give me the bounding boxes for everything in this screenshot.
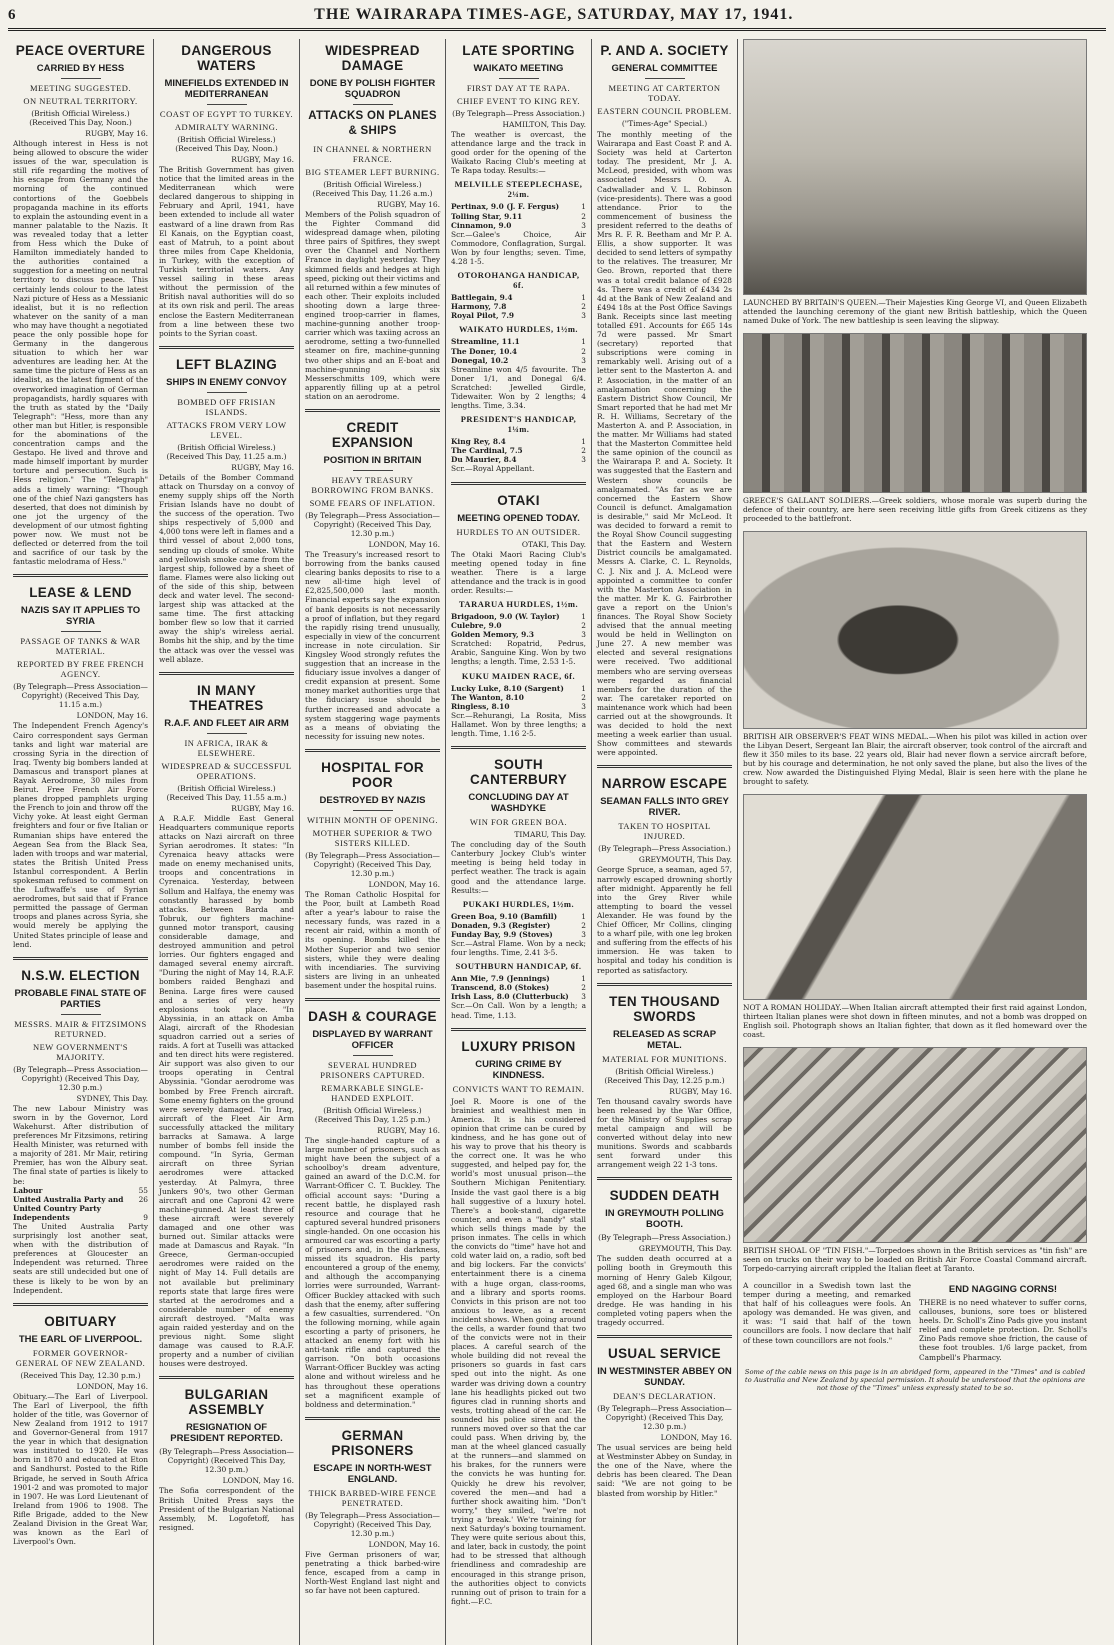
headline-obituary: OBITUARY xyxy=(44,1313,117,1329)
subhead: BOMBED OFF FRISIAN ISLANDS. xyxy=(177,396,276,417)
credit: (By Telegraph—Press Association.) xyxy=(598,844,731,854)
photo-italian-fighter xyxy=(743,794,1087,1000)
race-name: MELVILLE STEEPLECHASE, 2¼m. xyxy=(454,179,583,200)
race-result: 3 Golden Memory, 9.3 xyxy=(451,630,586,640)
credit: (By Telegraph—Press Association.) xyxy=(452,109,585,118)
article-body: The concluding day of the South Canterbury Jockey Club's winter meeting is being held today in perfect weather. The track is again good and the attendance large. Results:— xyxy=(451,840,586,895)
race-result: 2 Transcend, 8.0 (Stokes) xyxy=(451,983,586,993)
subhead: CONVICTS WANT TO REMAIN. xyxy=(452,1083,585,1094)
subhead: SOME FEARS OF INFLATION. xyxy=(309,497,436,508)
article-body: The British Government has given notice that the limited areas in the Mediterranean which were declared dangerous to shipping in February and April, 1941, have been extended to include all water eastward of a line drawn from Ras El Kanais, on the Egyptian coast, east of Matruh, to a point about three miles from Cape Kheldonia, in Turkey, with the exception of Turkish territorial waters. Any vessel sailing in these areas without the permission of the British naval authorities will do so at its own risk and peril. The areas enclose the Eastern Mediterranean from a line between these two points to the Syrian coast. xyxy=(159,165,294,338)
dateline: RUGBY, May 16. xyxy=(85,129,148,138)
subhead: ADMIRALTY WARNING. xyxy=(174,122,279,132)
headline-otaki: OTAKI xyxy=(497,492,540,508)
result-row: 9 Independents xyxy=(13,1212,148,1222)
page-number: 6 xyxy=(8,7,16,23)
column-3 xyxy=(300,39,446,1645)
advert-headline: END NAGGING CORNS! xyxy=(948,1284,1058,1295)
subhead: REPORTED BY FREE FRENCH AGENCY. xyxy=(16,659,145,680)
dateline: LONDON, May 16. xyxy=(76,1381,148,1391)
headline-sudden-death: SUDDEN DEATH xyxy=(609,1188,720,1204)
dek: CARRIED BY HESS xyxy=(36,63,125,74)
column-1 xyxy=(8,39,154,1645)
race-result: 3 Donegal, 10.2 xyxy=(451,355,586,365)
headline-lease-lend: LEASE & LEND xyxy=(29,585,132,601)
dek: PROBABLE FINAL STATE OF PARTIES xyxy=(14,987,147,1010)
dek: SHIPS IN ENEMY CONVOY xyxy=(166,376,287,388)
dateline: RUGBY, May 16. xyxy=(231,803,294,813)
race-result: 1 Green Boa, 9.10 (Bamfill) xyxy=(451,911,586,921)
dateline: RUGBY, May 16. xyxy=(377,200,440,209)
subhead: FORMER GOVERNOR-GENERAL OF NEW ZEALAND. xyxy=(15,1347,146,1368)
dateline: LONDON, May 16. xyxy=(222,1476,294,1486)
dek: MEETING OPENED TODAY. xyxy=(457,512,580,524)
article-body: The single-handed capture of a large number of prisoners, such as might have been the subject of a schoolboy's dream adventure, gained an award of the D.C.M. for Warrant-Officer C. T. Buckley. The official account says: "During a recent battle, he displayed rash resource and courage that he captured several hundred prisoners single-handed. On one occasion his armoured car was escorting a party of prisoners and, in the darkness, missed its squadron. His party encountered a group of the enemy, and although the accompanying lorries were surrounded, Warrant-Officer Buckley attacked with such dash that the enemy, after suffering a few casualties, surrendered. "On the following morning, while again escorting a party of prisoners, he attacked an enemy fort with his anti-tank rifle and captured the garrison. "On both occasions Warrant-Officer Buckley was acting alone and without wireless and he has throughout these operations set a magnificent example of boldness and determination." xyxy=(305,1135,440,1409)
dek: WAIKATO MEETING xyxy=(473,63,564,74)
dek: NAZIS SAY IT APPLIES TO SYRIA xyxy=(20,605,141,628)
race-result: 2 Donaden, 9.3 (Register) xyxy=(451,920,586,930)
subhead: HURDLES TO AN OUTSIDER. xyxy=(456,526,581,537)
dateline: GREYMOUTH, This Day. xyxy=(638,855,732,865)
dek: RELEASED AS SCRAP METAL. xyxy=(612,1028,717,1051)
credit: (British Official Wireless.) (Received This Day, 11.55 a.m.) xyxy=(166,783,287,802)
article-body: The Otaki Maori Racing Club's meeting opened today in fine weather. There is a large attendance and the track is in good order. Results:— xyxy=(451,549,586,595)
race-note: Scr.—Galee's Choice, Air Commodore, Conflagration, Surgal. Won by four lengths; seven. Time, 4.28 1-5. xyxy=(451,229,586,267)
article-body: The usual services are being held at Westminster Abbey on Sunday, in the one of the Nave, where the debris has been cleared. The Dean said: "We are not going to be blasted from worship by Hitler." xyxy=(597,1443,732,1498)
credit: (Received This Day, 12.30 p.m.) xyxy=(20,1370,141,1380)
photo-caption: BRITISH AIR OBSERVER'S FEAT WINS MEDAL.—When his pilot was killed in action over the Libyan Desert, Sergeant Ian Blair, the aircraft observer, took control of the aircraft and flew it 350 miles to its base. 22 years old, Blair had never flown a service aircraft before, but by his courage and determination, he not only saved the plane, but also the lives of the crew. Now awarded the Distinguished Flying Medal, Blair is seen here with the plane he brought to safety. xyxy=(743,732,1087,786)
dek: R.A.F. AND FLEET AIR ARM xyxy=(164,717,289,729)
dateline: LONDON, May 16. xyxy=(368,879,440,889)
dateline: LONDON, May 16. xyxy=(660,1433,732,1443)
race-name: TARARUA HURDLES, 1½m. xyxy=(458,599,579,609)
race-result: 3 Ringless, 8.10 xyxy=(451,701,586,711)
subhead: MESSRS. MAIR & FITZSIMONS RETURNED. xyxy=(14,1018,147,1039)
race-result: 1 Brigadoon, 9.0 (W. Taylor) xyxy=(451,612,586,621)
subhead: PASSAGE OF TANKS & WAR MATERIAL. xyxy=(20,636,141,657)
subhead: WIDESPREAD & SUCCESSFUL OPERATIONS. xyxy=(161,760,292,781)
credit: (By Telegraph—Press Association—Copyright) (Received This Day, 12.30 p.m.) xyxy=(159,1447,294,1475)
article-body: Obituary.—The Earl of Liverpool. The Earl of Liverpool, the fifth holder of the title, was Governor of New Zealand from 1912 to 1917 and Governor-General from 1917 the year in which that designation was instituted to 1920. He was born in 1870 and educated at Eton and Sandhurst. Posted to the Rifle Brigade, he served in South Africa 1901-2 and was promoted to major in 1907. He was Lord Lieutenant of Ireland from 1906 to 1908. The Rifle Brigade, added to the New Zealand Division in the Great War, was known as the Earl of Liverpool's Own. xyxy=(13,1391,148,1547)
dateline: TIMARU, This Day. xyxy=(514,830,586,840)
race-result: 2 Harmony, 7.8 xyxy=(451,302,586,312)
dek: DESTROYED BY NAZIS xyxy=(319,794,426,806)
photo-greek-soldiers xyxy=(743,333,1087,493)
dateline: LONDON, May 16. xyxy=(368,1539,440,1549)
credit: (By Telegraph—Press Association—Copyright) (Received This Day, 12.30 p.m.) xyxy=(13,1064,148,1092)
dek: POSITION IN BRITAIN xyxy=(323,454,422,466)
dek: THE EARL OF LIVERPOOL. xyxy=(18,1333,143,1345)
subhead: MEETING SUGGESTED. xyxy=(29,83,132,93)
credit: (British Official Wireless.) (Received This Day, Noon.) xyxy=(29,109,132,127)
race-result: 2 The Wanton, 8.10 xyxy=(451,692,586,702)
dateline: GREYMOUTH, This Day. xyxy=(638,1244,732,1254)
subhead: WIN FOR GREEN BOA. xyxy=(469,817,568,828)
subhead: TAKEN TO HOSPITAL INJURED. xyxy=(618,821,711,842)
headline-peace-overture: PEACE OVERTURE xyxy=(15,43,146,58)
subhead: EASTERN COUNCIL PROBLEM. xyxy=(597,106,732,116)
masthead xyxy=(8,6,1106,31)
subhead: THICK BARBED-WIRE FENCE PENETRATED. xyxy=(308,1487,437,1508)
race-name: SOUTHBURN HANDICAP, 6f. xyxy=(455,961,582,972)
race-note: Scr.—Rehurangi, La Rosita, Miss Hallamet. Won by three lengths; a length. Time, 1.16 2-5. xyxy=(451,710,586,739)
race-name: WAIKATO HURDLES, 1½m. xyxy=(458,324,579,335)
credit: (British Official Wireless.) (Received This Day, 1.25 p.m.) xyxy=(314,1105,431,1124)
dateline: RUGBY, May 16. xyxy=(669,1086,732,1096)
subhead: IN CHANNEL & NORTHERN FRANCE. xyxy=(313,144,432,164)
dateline: LONDON, May 16. xyxy=(368,539,440,549)
dek: DISPLAYED BY WARRANT OFFICER xyxy=(312,1028,433,1051)
anecdote: A councillor in a Swedish town last the temper during a meeting, and remarked that half of his colleagues were fools. An apology was demanded. He was given, and it was: "I said that half of the town councillors are fools. I now declare that half of these town councillors are not fools." xyxy=(743,1281,911,1345)
subhead: COAST OF EGYPT TO TURKEY. xyxy=(159,109,294,119)
race-result: 3 Funday Bay, 9.9 (Stoves) xyxy=(451,929,586,939)
dek: IN GREYMOUTH POLLING BOOTH. xyxy=(605,1208,724,1231)
headline-ten-thousand-swords: TEN THOUSAND SWORDS xyxy=(609,993,720,1024)
subheadline: ATTACKS ON PLANES & SHIPS xyxy=(308,110,437,137)
article-body: The monthly meeting of the Wairarapa and East Coast P. and A. Society was held at Carterton today. The president, Mr J. A. McLeod, presided, with whom was associated Messrs O. A. Cadwallader and V. L. Robinson (vice-presidents). There was a good attendance. Prior to the commencement of business the president referred to the deaths of Mrs R. F. R. Beetham and Mr P. A. Ellis, a show supporter. It was decided to send letters of sympathy to the relatives. The treasurer, Mr Geo. Brown, reported that there was a total credit balance of £928 4s. There was a credit of £434 2s 4d at the Bank of New Zealand and £494 18s at the Post Office Savings Bank. Receipts since last meeting totalled £91. Accounts for £65 14s 7d were passed. Mr Smart (secretary) reported that subscriptions were coming in remarkably well. Arising out of a letter sent to the Masterton A. and P. Association, in the matter of an amalgamation concerning the Eastern District Show Council, Mr Smart reported that he had met Mr R. H. Williams, Secretary of the Masterton A. and P. Association, in the matter. Mr Williams had stated that the Masterton Committee held the same opinion of the council as the Wairarapa P. and A. Society. It was suggested that the Eastern and Western show councils be amalgamated. "As far as we are concerned the Eastern Show Council is defunct. Amalgamation is desirable," said Mr McLeod. It was decided to forward a remit to the Royal Show Council suggesting that the Eastern and Western District councils be amalgamated. Messrs A. Clarke, C. L. Reynolds, C. J. Nix and J. A. McLeod were appointed a committee to confer with the Masterton Association in the matter. Mr K. G. Fairbrother gave a report on the Union's finances. The Royal Show Society advised that the annual meeting would be held in Wellington on June 27. A new member was elected and several resignations were received. Two additional members who are serving overseas were regarded as financial members for the duration of the war. The caretaker reported on maintenance work which had been carried out at the showgrounds. It was decided to hold the next meeting a week earlier than usual. Show committees and stewards were appointed. xyxy=(597,130,732,758)
dek: RESIGNATION OF PRESIDENT REPORTED. xyxy=(170,1422,283,1445)
article-body: Ten thousand cavalry swords have been released by the War Office, for the Ministry of Supplies scrap metal campaign and will be converted without delay into new munitions. Swords and scabbards sent forward under this arrangement weigh 22 1-3 tons. xyxy=(597,1096,732,1170)
subhead: NEW GOVERNMENT'S MAJORITY. xyxy=(32,1041,129,1062)
article-body: The Treasury's increased resort to borrowing from the banks caused clearing banks deposits to rise to a new all-time high level of £2,825,500,000 last month. Financial experts say the expansion of bank deposits is not necessarily a proof of inflation, but they regard the rapidly rising trend unusually, especially in view of the concurrent increase in note circulation. Sir Kingsley Wood strongly refutes the suggestion that an increase in the fiduciary issue involves a danger of credit expansion at present. Some money market authorities urge that the fiduciary issue should be further increased and advocate a system staggering wage payments as a means of obviating the necessity for issuing new notes. xyxy=(305,549,440,741)
column-5 xyxy=(592,39,738,1645)
race-note: Scratched: Ropatrid, Pedrus, Arabic, Sanguine King. Won by two lengths; a length. Time, 2.53 1-5. xyxy=(451,639,586,667)
article-body: The sudden death occurred at a polling booth in Greymouth this morning of Henry Galeb Kilgour, aged 68, and a single man who was employed on the Harbour Board dredge. He was handing in his completed voting papers when the tragedy occurred. xyxy=(597,1254,732,1327)
dek: GENERAL COMMITTEE xyxy=(611,63,718,74)
subhead: MEETING AT CARTERTON TODAY. xyxy=(608,83,721,103)
race-result: 3 Du Maurier, 8.4 xyxy=(451,455,586,465)
photo-torpedoes xyxy=(743,1047,1087,1243)
article-body: Details of the Bomber Command attack on Thursday on a convoy of enemy supply ships off the North Frisian Islands have no doubt of the success of the operation. Two ships respectively of 5,000 and 4,000 tons were left in flames and a third vessel of about 2,000 tons, sending up clouds of smoke. White and yellowish smoke came from the largest ship, followed by a sheet of flame. Flames were also licking out of the side of this ship, between deck and water level. The second-largest ship was attacked at the same time. The first attacking bomber flew so low that it carried away the ship's wireless aerial. Bombs hit the ship, and by the time the attack was over the vessel was well ablaze. xyxy=(159,472,294,664)
race-name: PUKAKI HURDLES, 1½m. xyxy=(462,898,575,909)
dek: CONCLUDING DAY AT WASHDYKE xyxy=(468,792,569,815)
race-name: OTOROHANGA HANDICAP, 6f. xyxy=(457,270,580,291)
footer-note: Some of the cable news on this page is in an abridged form, appeared in the "Times" and is cabled to Australia and New Zealand by special permission. It should be understood that the opinions are not those of the "Times" unless expressly stated to be so. xyxy=(744,1367,1086,1393)
article-body: The Sofia correspondent of the British United Press says the President of the Bulgarian National Assembly, M. Logofetoff, has resigned. xyxy=(159,1486,294,1532)
dek: CURING CRIME BY KINDNESS. xyxy=(475,1058,562,1081)
subhead: BIG STEAMER LEFT BURNING. xyxy=(305,167,440,177)
race-result: 1 Streamline, 11.1 xyxy=(451,337,586,347)
dek: ESCAPE IN NORTH-WEST ENGLAND. xyxy=(313,1462,432,1485)
subhead: REMARKABLE SINGLE-HANDED EXPLOIT. xyxy=(321,1082,424,1103)
subhead: FIRST DAY AT TE RAPA. xyxy=(466,83,571,93)
credit: (By Telegraph—Press Association—Copyright) (Received This Day, 12.30 p.m.) xyxy=(305,510,440,538)
race-list xyxy=(451,599,586,738)
headline-usual-service: USUAL SERVICE xyxy=(608,1346,721,1362)
race-note: Scr.—Astral Flame. Won by a neck; four lengths. Time, 2.41 3-5. xyxy=(451,938,586,958)
article-body: Five German prisoners of war, penetrating a thick barbed-wire fence, escaped from a camp in North-West England last night and so far have not been captured. xyxy=(305,1549,440,1596)
article-body: George Spruce, a seaman, aged 57, narrowly escaped drowning shortly after midnight. Apparently he fell into the Grey River while attempting to board the vessel Alexander. He was found by the Chief Officer, Mr Collins, clinging to a wharf pile, with one leg broken and suffering from the effects of his immersion. He was taken to hospital and today his condition is reported as satisfactory. xyxy=(597,865,732,975)
race-result: 1 King Rey, 8.4 xyxy=(451,437,586,447)
race-list xyxy=(451,179,586,473)
article-body: Although interest in Hess is not being allowed to obscure the wider issues of the war, speculation is still rife regarding the motives of his escape from Germany and the morning of the continued contortions of the Goebbels propaganda machine in its efforts to explain the astounding event in a manner palatable to the Nazis. It was revealed today that a letter from Hess which the Duke of Hamilton immediately handed to the authorities contained a suggestion for a meeting on neutral territory to discuss peace. This certainly lends colour to the latest Nazi picture of Hess as a Messianic idealist, but it is no reflection whatever on the sanity of a man who may have thought a negotiated peace the only possible hope for Germany in the dangerous situation to which her war adventures are leading her. At the same time the picture of Hess as an idealist, as the latest figment of the overworked imagination of German propagandists, hardly squares with the truth as stated by the "Daily Telegraph": "Hess, more than any other man but Hitler, is responsible for the abominations of the concentration camps and the Gestapo. He lived and throve and made himself important by murder torture and persecution. Such is Hess religion." The "Telegraph" adds a timely warning: "Though one of the chief Nazi gangsters has deserted, that does not diminish by one jot the urgency of the development of our utmost fighting power now. We must not be deflected or deterred from the toil and sacrifice of our task by the fantastic melodrama of Hess." xyxy=(13,139,148,567)
photo-column xyxy=(738,39,1092,1645)
headline-dash-courage: DASH & COURAGE xyxy=(308,1008,437,1024)
article-body: Joel R. Moore is one of the brainiest and wealthiest men in America. It is his considered opinion that crime can be cured by kindness, and he has gone out of his way to prove that his theory is the correct one. It was he who suggested, and helped pay for, the world's most unusual prison—the Southern Michigan Penitentiary. Inside the vast gaol there is a big hall suggestive of a luxury hotel. There's a book-stand, cigarette counter, and even a "handy" stall which sells things made by the prison inmates. The cells in which the convicts do "time" have hot and cold water laid on, a radio, soft bed and big lockers. Far the convicts' entertainment there is a cinema with a huge organ, class-rooms, and a library and sports rooms. Convicts in this prison are not too anxious to leave, as a recent incident shows. When going around the cells, a warder found that two of the convicts were not in their places. A careful search of the whole building did not reveal the prisoners so guards in fast cars sped out into the night. As one warder was driving down a country lane his headlights picked out two figures clad in running shorts and vests, trotting ahead of the car. He sounded his police siren and the runners moved over so that the car could pass. When driving by, the man at the wheel glanced casually at the runners—and slammed on his brakes, for the runners were the convicts he was hunting for. Quickly he drew his revolver, covered the men—and had a further shock awaiting him. "Don't worry," they smiled, "we're not trying a 'break.' We're training for next Saturday's boxing tournament. They were quite serious about this, and later, back in custody, the point had to be stressed that although friendliness and comradeship are encouraged in this strange prison, the authorities object to convicts running out of prison to train for a fight.—F.C. xyxy=(451,1096,586,1606)
headline-late-sporting: LATE SPORTING xyxy=(462,43,575,58)
headline-dangerous-waters: DANGEROUS WATERS xyxy=(181,43,272,73)
photo-aircraft-observer xyxy=(743,531,1087,729)
photo-caption: GREECE'S GALLANT SOLDIERS.—Greek soldiers, whose morale was superb during the defence of their country, are here seen receiving little gifts from Greek citizens as they proceeded to the battlefront. xyxy=(743,496,1087,523)
masthead-title: THE WAIRARAPA TIMES-AGE, SATURDAY, MAY 17, 1941. xyxy=(314,6,794,23)
subhead: WITHIN MONTH OF OPENING. xyxy=(307,814,438,825)
article-body: The Independent French Agency's Cairo correspondent says German tanks and light war material are crossing Syria in the direction of Iraq. Twenty big bombers landed at Damascus and transport planes at Rayak Aerodrome, 30 miles from Beirut. Free French Air Force planes dropped pamphlets urging the French to join and throw off the Vichy yoke. At least eight German freighters and four or five Italian or Rumanian ships have entered the Aegean Sea from the Black Sea, laden with troops and war material, states the British United Press Istanbul correspondent. A Berlin spokesman refused to comment on the Luftwaffe's use of Syrian aerodromes, but said that if France permitted the passage of German troops and planes across Syria, she would merely be applying the United States principle of lease and lend. xyxy=(13,721,148,949)
subhead: CHIEF EVENT TO KING REY. xyxy=(456,96,581,106)
credit: (By Telegraph—Press Association—Copyright) (Received This Day, 11.15 a.m.) xyxy=(13,682,148,710)
race-note: Streamline won 4/5 favourite. The Doner 1/1, and Donegal 6/4. Scratched: Jewelled Girdle, Tidewaiter. Won by 2 lengths; 4 lengths. Time, 3.34. xyxy=(451,364,586,411)
race-list xyxy=(451,899,586,1020)
subhead: IN AFRICA, IRAK & ELSEWHERE. xyxy=(184,737,269,758)
result-row: 55 Labour xyxy=(13,1185,148,1195)
credit: (By Telegraph—Press Association.) xyxy=(598,1233,731,1243)
dek: IN WESTMINSTER ABBEY ON SUNDAY. xyxy=(597,1366,732,1389)
dek: DONE BY POLISH FIGHTER SQUADRON xyxy=(309,78,436,100)
subhead: DEAN'S DECLARATION. xyxy=(612,1391,717,1402)
race-name: KUKU MAIDEN RACE, 6f. xyxy=(461,670,576,681)
dek: MINEFIELDS EXTENDED IN MEDITERRANEAN xyxy=(164,78,289,100)
article-body: The Roman Catholic Hospital for the Poor, built at Lambeth Road after a year's labour to raise the necessary funds, was razed in a recent air raid, within a month of its opening. Bombs killed the Mother Superior and two senior sisters, while they were dealing with incendiaries. The surviving sisters are living in an unheated basement under the hospital ruins. xyxy=(305,889,440,990)
photo-caption: LAUNCHED BY BRITAIN'S QUEEN.—Their Majesties King George VI, and Queen Elizabeth attended the launching ceremony of the giant new British battleship, which the Queen named Duke of York. The new battleship is seen leaving the slipway. xyxy=(743,298,1087,325)
column-2 xyxy=(154,39,300,1645)
race-result: 2 The Doner, 10.4 xyxy=(451,346,586,356)
credit: (British Official Wireless.) (Received This Day, 12.25 p.m.) xyxy=(604,1066,725,1085)
article-body: A R.A.F. Middle East General Headquarters communique reports attacks on Nazi aircraft on three Syrian aerodromes. It states: "In Cyrenaica heavy attacks were made on enemy mechanised units, troops and concentrations in Cyrenaica. Yesterday, between Sollum and Halfaya, the enemy was constantly harassed by bomb attacks. Between Barda and Tobruk, our fighters machine-gunned motor transport, causing considerable damage, and destroyed ammunition and petrol lorries. Our fighters engaged and damaged several enemy aircraft. "During the night of May 14, R.A.F. bombers raided Benghazi and Benina. Large fires were caused and a series of very heavy explosions took place. "In Abyssinia, in an attack on Amba Alagi, aircraft of the Rhodesian squadron carried out a series of raids. A fort at Tuselli was attacked and ten direct hits were registered. Air support was also given to our troops operating in Central Abyssinia. "Gondar aerodrome was bombed by Free French aircraft. Some enemy fighters on the ground were severely damaged. "In Iraq, aircraft of the Fleet Air Arm successfully attacked the military barracks at Samawa. A large number of bombs fell inside the compound. "In Syria, German aircraft on three Syrian aerodromes were attacked yesterday. At Palmyra, three Junkers 90's, two other German aircraft and one Caproni 42 were machine-gunned. At least three of these aircraft were severely damaged and one other was burned out. Similar attacks were made at Damascus and Rayak. "In Greece, German-occupied aerodromes were raided on the night of May 14. Full details are not available but preliminary reports state that large fires were started at the aerodromes and a considerable number of enemy aircraft destroyed. "Malta was again raided yesterday and on the previous night. Some slight damage was caused to R.A.F. property and a number of civilian houses were destroyed. xyxy=(159,813,294,1369)
article-body: Members of the Polish squadron of the Fighter Command did widespread damage when, piloting three pairs of Spitfires, they swept over the Channel and Northern France in daylight yesterday. They skimmed fields and hedges at high speed, picking out their victims and all returned within a few minutes of each other. Their exploits included shooting down a large three-engined troop-carrier in flames, machine-gunning another troop-carrier which was taxiing across an aerodrome, setting a two-funnelled steamer on fire, machine-gunning two other ships and an E-boat and machine-gunning six Messerschmitts 109, which were apparently filling up at a petrol station on an aerodrome. xyxy=(305,210,440,401)
headline-widespread-damage: WIDESPREAD DAMAGE xyxy=(325,43,420,73)
headline-bulgarian-assembly: BULGARIAN ASSEMBLY xyxy=(184,1387,269,1418)
dateline: LONDON, May 16. xyxy=(76,711,148,721)
credit: (By Telegraph—Press Association—Copyright) (Received This Day, 12.30 p.m.) xyxy=(305,1510,440,1538)
columns xyxy=(8,39,1106,1645)
race-result: 2 The Cardinal, 7.5 xyxy=(451,446,586,456)
dateline: SYDNEY, This Day. xyxy=(76,1093,148,1103)
race-note: Scr.—On Call. Won by a length; a head. Time, 1.13. xyxy=(451,1001,586,1020)
race-name: PRESIDENT'S HANDICAP, 1¼m. xyxy=(460,414,577,435)
column-4 xyxy=(446,39,592,1645)
headline-hospital-for-poor: HOSPITAL FOR POOR xyxy=(321,759,424,790)
photo-battleship-launch xyxy=(743,39,1087,295)
dek: SEAMAN FALLS INTO GREY RIVER. xyxy=(600,796,729,819)
dateline: RUGBY, May 16. xyxy=(377,1125,440,1135)
photo-caption: BRITISH SHOAL OF "TIN FISH."—Torpedoes shown in the British services as "tin fish" are seen on trucks on their way to be loaded on British Air Force Coastal Command aircraft. Torpedo-carrying aircraft crippled the Italian fleet at Taranto. xyxy=(743,1246,1087,1273)
headline-narrow-escape: NARROW ESCAPE xyxy=(601,776,728,792)
credit: (British Official Wireless.) (Received This Day, 11.26 a.m.) xyxy=(312,180,433,198)
subhead: MATERIAL FOR MUNITIONS. xyxy=(602,1053,727,1064)
credit: (By Telegraph—Press Association—Copyright) (Received This Day, 12.30 p.m.) xyxy=(597,1404,732,1432)
dateline: RUGBY, May 16. xyxy=(231,462,294,472)
credit: (By Telegraph—Press Association—Copyright) (Received This Day, 12.30 p.m.) xyxy=(305,850,440,878)
race-result: 3 Cinnamon, 9.0 xyxy=(451,220,586,230)
article-body: The United Australia Party surprisingly lost another seat, when with the distribution of preferences at Gloucester an Independent was returned. Three seats are still undecided but one of these is likely to be won by an Independent. xyxy=(13,1221,148,1295)
headline-german-prisoners: GERMAN PRISONERS xyxy=(331,1427,414,1458)
advert-body: THERE is no need whatever to suffer corns, callouses, bunions, sore toes or blistered heels. Dr. Scholl's Zino Pads give you instant relief and complete protection. Dr. Scholl's Zino Pads remove shoe friction, the cause of these foot troubles. 1/6 large packet, from Campbell's Pharmacy. xyxy=(919,1298,1087,1362)
race-result: 1 Lucky Luke, 8.10 (Sargent) xyxy=(451,683,586,693)
headline-left-blazing: LEFT BLAZING xyxy=(175,356,278,372)
race-result: 1 Ann Mie, 7.9 (Jennings) xyxy=(451,974,586,984)
subhead: MOTHER SUPERIOR & TWO SISTERS KILLED. xyxy=(312,827,433,848)
headline-luxury-prison: LUXURY PRISON xyxy=(461,1038,576,1054)
dateline: RUGBY, May 16. xyxy=(231,155,294,164)
race-result: 2 Tolling Star, 9.11 xyxy=(451,211,586,221)
dateline: OTAKI, This Day. xyxy=(521,539,586,549)
race-result: 3 Royal Pilot, 7.9 xyxy=(451,311,586,321)
subhead: ATTACKS FROM VERY LOW LEVEL. xyxy=(166,419,287,440)
race-result: 1 Battlegain, 9.4 xyxy=(451,293,586,303)
credit: (British Official Wireless.) (Received This Day, 11.25 a.m.) xyxy=(166,442,287,461)
headline-credit-expansion: CREDIT EXPANSION xyxy=(331,419,414,450)
subhead: SEVERAL HUNDRED PRISONERS CAPTURED. xyxy=(320,1059,425,1080)
subhead: HEAVY TREASURY BORROWING FROM BANKS. xyxy=(311,474,434,495)
headline-in-many-theatres: IN MANY THEATRES xyxy=(189,682,264,713)
race-result: 1 Pertinax, 9.0 (J. F. Fergus) xyxy=(451,202,586,212)
race-result: 3 Irish Lass, 8.0 (Clutterbuck) xyxy=(451,992,586,1002)
photo-caption: NOT A ROMAN HOLIDAY.—When Italian aircraft attempted their first raid against London, thirteen Italian planes were shot down in fifteen minutes, and not a bomb was dropped on English soil. Photograph shows an Italian fighter, that down as it fled homeward over the coast. xyxy=(743,1003,1087,1039)
article-body: The weather is overcast, the attendance large and the track in good order for the opening of the Waikato Racing Club's meeting at Te Rapa today. Results:— xyxy=(451,130,586,176)
headline-south-canterbury: SOUTH CANTERBURY xyxy=(470,757,567,788)
headline-nsw-election: N.S.W. ELECTION xyxy=(21,967,140,983)
dateline: HAMILTON, This Day. xyxy=(502,120,586,129)
race-note: Scr.—Royal Appellant. xyxy=(451,464,535,474)
subhead: ON NEUTRAL TERRITORY. xyxy=(23,96,138,106)
result-row: 26 United Australia Party and United Country Party xyxy=(13,1194,148,1213)
bottom-items xyxy=(743,1281,1087,1362)
race-result: 2 Culebre, 9.0 xyxy=(451,621,586,631)
headline-p-and-a-society: P. AND A. SOCIETY xyxy=(600,43,729,58)
article-body: The new Labour Ministry was sworn in by the Governor, Lord Wakehurst. After distribution of preferences Mr Fitzsimons, retiring Health Minister, was returned with a majority of 281. Mr Mair, retiring Premier, has won the Albury seat. The final state of parties is likely to be: xyxy=(13,1103,148,1186)
credit: (British Official Wireless.) (Received This Day, Noon.) xyxy=(175,135,278,153)
credit: ("Times-Age" Special.) xyxy=(621,119,708,128)
